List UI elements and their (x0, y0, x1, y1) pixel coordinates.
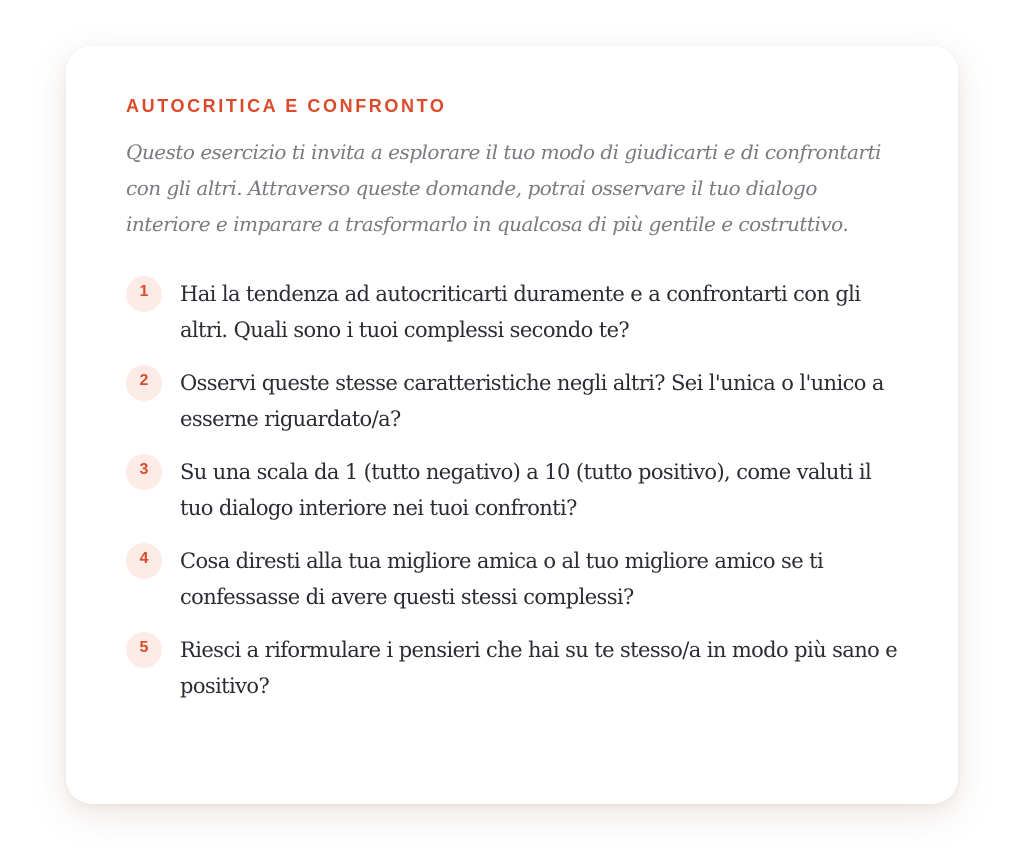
question-number-badge: 5 (126, 632, 162, 668)
question-number-badge: 4 (126, 543, 162, 579)
question-item-5 (126, 632, 898, 704)
question-text: Su una scala da 1 (tutto negativo) a 10 (tutto positivo), come valuti il tuo dialogo interiore nei tuoi confronti? (180, 460, 872, 520)
question-item-3 (126, 454, 898, 526)
question-item-2 (126, 365, 898, 437)
question-number-badge: 3 (126, 454, 162, 490)
intro-paragraph: Questo esercizio ti invita a esplorare il tuo modo di giudicarti e di confrontarti con gli altri. Attraverso queste domande, potrai osservare il tuo dialogo interiore e imparare a trasformarlo in qualcosa di più gentile e costruttivo. (126, 140, 881, 236)
section-heading: AUTOCRITICA E CONFRONTO (126, 96, 447, 116)
question-text: Riesci a riformulare i pensieri che hai su te stesso/a in modo più sano e positivo? (180, 638, 898, 698)
question-number-badge: 1 (126, 276, 162, 312)
exercise-card (66, 46, 958, 804)
question-text: Osservi queste stesse caratteristiche negli altri? Sei l'unica o l'unico a esserne riguardato/a? (180, 371, 884, 431)
question-item-1 (126, 276, 898, 348)
question-item-4 (126, 543, 898, 615)
question-text: Hai la tendenza ad autocriticarti duramente e a confrontarti con gli altri. Quali sono i tuoi complessi secondo te? (180, 282, 861, 342)
question-number-badge: 2 (126, 365, 162, 401)
question-list (126, 276, 898, 704)
question-text: Cosa diresti alla tua migliore amica o al tuo migliore amico se ti confessasse di avere questi stessi complessi? (180, 549, 824, 609)
